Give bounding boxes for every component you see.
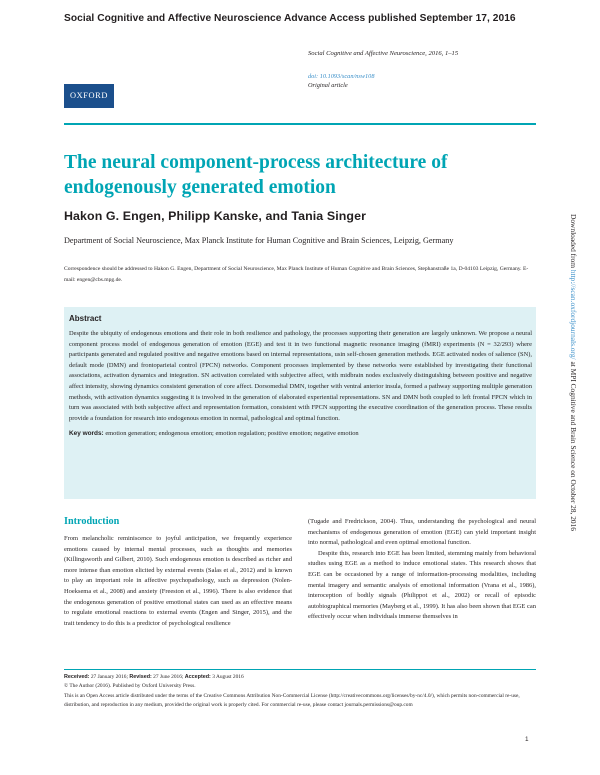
right-column <box>308 517 536 623</box>
introduction-text-right-2: Despite this, research into EGE has been limited, stemming mainly from behavioral studies using EGE as a method to induce emotional states. This research shows that EGE can be occasioned by a range of information-processing modalities, including mental imagery and semantic analysis of emotional information (Vrana et al., 1986), interoception of bodily signals (Philippot et al., 2002) or recall of episodic autobiographical memories (Mayberg et al., 1999). It has also been shown that EGE can effectively occur when individuals immerse themselves in <box>308 549 536 621</box>
keywords-list: emotion generation; endogenous emotion; emotion regulation; positive emotion; negative emotion <box>105 430 359 438</box>
side-note-prefix: Downloaded from <box>569 214 578 270</box>
affiliation: Department of Social Neuroscience, Max Planck Institute for Human Cognitive and Brain Sciences, Leipzig, Germany <box>64 236 454 245</box>
side-note-link[interactable]: http://scan.oxfordjournals.org/ <box>569 269 578 360</box>
correspondence-note: Correspondence should be addressed to Hakon G. Engen, Department of Social Neuroscience, Max Planck Institute of Human Cognitive and Brain Sciences, Stephanstraße 1a, D-04103 Leipzig, Germany. E-mail: engen@cbs.mpg.de. <box>64 266 529 283</box>
introduction-text-right-1: (Tugade and Fredrickson, 2004). Thus, understanding the psychological and neural mechanisms of endogenous generation of emotion (EGE) can yield important insight into normal, pathological and even optimal emotional function. <box>308 518 536 547</box>
journal-citation: Social Cognitive and Affective Neuroscience, 2016, 1–15 <box>308 50 459 57</box>
revised-label: Revised: <box>129 674 152 680</box>
left-column <box>64 516 292 629</box>
article-title: The neural component-process architecture of endogenously generated emotion <box>64 152 448 198</box>
introduction-text-left: From melancholic reminiscence to joyful anticipation, we frequently experience emotions caused by internal mental processes, such as thoughts and memories (Killingsworth and Gilbert, 2010). Such endogenous emotion is described as richer and more intense than emotion elicited by external events (Salas et al., 2012) and is known to play an important role in affective psychopathology, such as depression (Nolen-Hoeksema et al., 2008) and anxiety (Freeston et al., 1996). There is also evidence that the endogenous generation of positive emotional states can used as an effective means to regulate emotional reactions to external events (Engen and Singer, 2015), and the trait tendency to do this is a predictor of psychological resilience <box>64 535 292 627</box>
keywords-label: Key words: <box>69 430 104 438</box>
oxford-logo: OXFORD <box>64 84 114 108</box>
side-note-suffix: at MPI Cognitive and Brain Science on October 28, 2016 <box>569 359 578 531</box>
keywords <box>69 430 532 437</box>
advance-access-banner: Social Cognitive and Affective Neuroscience Advance Access published September 17, 2016 <box>64 13 516 24</box>
article-footer <box>64 673 536 711</box>
revised-date: 27 June 2016; <box>153 674 184 680</box>
download-side-note <box>568 214 578 624</box>
received-date: 27 January 2016; <box>90 674 128 680</box>
accepted-label: Accepted: <box>184 674 211 680</box>
introduction-heading: Introduction <box>64 516 120 527</box>
footer-divider <box>64 669 536 670</box>
license-text: This is an Open Access article distributed under the terms of the Creative Commons Attribution Non-Commercial License (http://creativecommons.org/licenses/by-nc/4.0/), which permits non-commercial re-use, distribution, and reproduction in any medium, provided the original work is properly cited. For commercial re-use, please contact journals.permissions@oup.com <box>64 692 520 709</box>
author-list: Hakon G. Engen, Philipp Kanske, and Tania Singer <box>64 209 366 223</box>
abstract-text: Despite the ubiquity of endogenous emotions and their role in both resilience and pathology, the processes supporting their generation are largely unknown. We propose a neural component process model of endogenous generation of emotion (EGE) and test it in two functional magnetic resonance imaging (fMRI) experiments (N = 32/293) where participants generated and regulated positive and negative emotions based on internal representations, usin self-chosen generation methods. EGE activated nodes of salience (SN), default mode (DMN) and frontoparietal control (FPCN) networks. Component processes implemented by these networks were established by investigating their functional associations, activation dynamics and integration. SN activation correlated with subjective affect, with midbrain nodes exclusively distinguishing between positive and negative affect intensity, showing dynamics consistent generation of core affect. Dorsomedial DMN, together with ventral anterior insula, formed a pathway supporting multiple generation methods, with activation dynamics suggesting it is involved in the generation of elaborated experiential representations. SN and DMN both coupled to left frontal FPCN which in turn was associated with both subjective affect and representation formation, consistent with FPCN supporting the executive coordination of the generation process. These results provide a foundation for research into endogenous emotion in normal, pathological and optimal function. <box>69 330 532 422</box>
accepted-date: 3 August 2016 <box>212 674 244 680</box>
copyright-line: © The Author (2016). Published by Oxford University Press. <box>64 683 196 690</box>
received-label: Received: <box>64 674 90 680</box>
abstract-heading: Abstract <box>69 314 102 323</box>
abstract-box <box>64 307 536 499</box>
header-divider <box>64 123 536 125</box>
article-type: Original article <box>308 82 348 89</box>
doi-link[interactable]: doi: 10.1093/scan/nsw108 <box>308 73 375 80</box>
history-dates <box>64 673 536 682</box>
page-number: 1 <box>525 736 529 743</box>
